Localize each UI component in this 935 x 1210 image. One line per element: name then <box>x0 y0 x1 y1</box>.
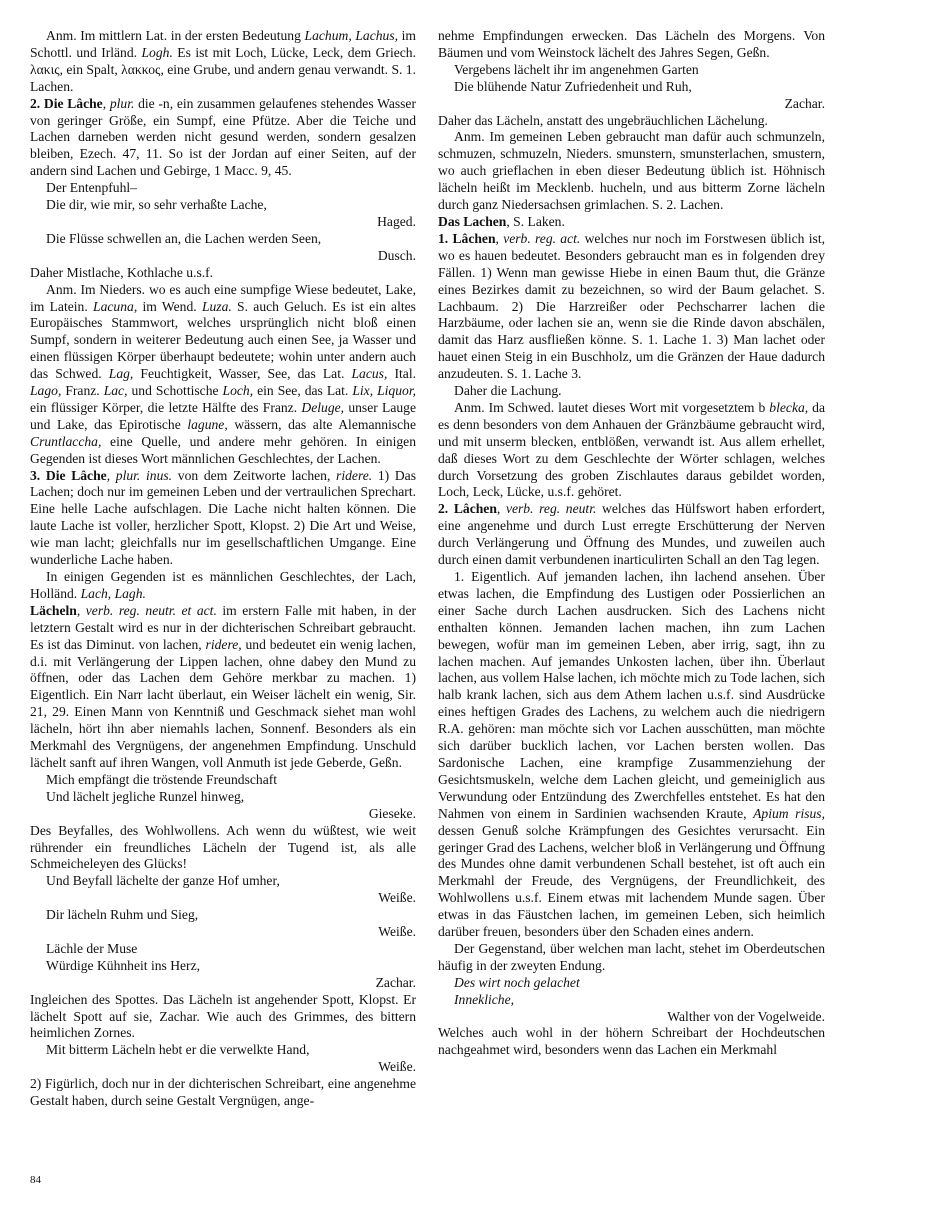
verse-line <box>30 231 416 248</box>
text-run: Walther von der Vogelweide. <box>667 1008 825 1024</box>
italic-text: Lag, <box>108 366 134 382</box>
text-run: Anm. Im mittlern Lat. in der ersten Bedeutung <box>46 28 305 43</box>
text-run: im Schottl. und Irländ. <box>30 28 416 60</box>
entry-paragraph <box>438 383 825 400</box>
verse-line <box>30 772 416 789</box>
italic-text: Luza. <box>201 298 232 314</box>
text-run: wässern, das alte Alemannische <box>227 416 416 432</box>
verse-line <box>438 975 825 992</box>
text-run: Ital. <box>387 366 416 382</box>
citation-source <box>30 924 416 941</box>
citation-source <box>30 806 416 823</box>
italic-text: Cruntlaccha, <box>30 433 102 449</box>
italic-text: Apium risus, <box>753 805 825 821</box>
text-run: Anm. Im gemeinen Leben gebraucht man dafür auch schmunzeln, schmuzen, schmuzeln, Nieders. smunstern, smunsterlachen, smustern, wo auch grieflachen in eben dieser Bedeutung üblich ist. Höhnisch lächeln heißt im Mecklenb. hucheln, und aus bitterm Zorne lächeln durch ganz Niedersachsen grimlachen. S. 2. Lachen. <box>438 129 825 213</box>
headword: 2. Lâchen <box>438 501 497 517</box>
text-run: S. auch Geluch. Es ist ein altes Europäisches Stammwort, welches ursprünglich nicht bloß einen Sumpf, sondern in weiterer Bedeutung auch einen See, ja Wasser und einen flüssigen Körper überhaupt bedeutete; wohin unter andern auch das Schwed. <box>30 298 416 382</box>
text-run: unser Lauge und Lake, das Epirotische <box>30 399 416 432</box>
text-run: die -n, ein zusammen gelaufenes stehendes Wasser von geringer Größe, ein Sumpf, eine Pfütze. Aber die Teiche und Lachen darneben werden nicht gesund werden, sondern gesalzen bleiben, Ezech. 47, 11. So ist der Jordan auf einer Seiten, auf der andern sind Lachen und Gebirge, 1 Macc. 9, 45. <box>30 95 416 179</box>
text-run: Würdige Kühnheit ins Herz, <box>46 957 201 973</box>
text-run: Anm. Im Schwed. lautet dieses Wort mit vorgesetztem b <box>454 399 770 415</box>
citation-source <box>30 248 416 265</box>
citation-source <box>30 890 416 907</box>
italic-text: Lix, Liquor, <box>352 383 416 399</box>
text-run: Daher die Lachung. <box>454 383 562 399</box>
verse-line <box>438 62 825 79</box>
text-run: welches das Hülfswort haben erfordert, eine angenehme und durch Lust erregte Erschütterung der Nerven durch Verlängerung und Öffnung des Mundes, und zuweilen auch durch einen damit verbundenen inarticulirten Schall an den Tag legen. <box>438 501 826 568</box>
entry-paragraph <box>438 569 825 941</box>
text-run: Des Beyfalles, des Wohlwollens. Ach wenn du wüßtest, wie weit rührender ein freundliches Lächeln der Tugend ist, als alle Schmeicheleyen des Glücks! <box>30 822 416 872</box>
entry-paragraph <box>30 282 416 468</box>
text-run: Anm. Im Nieders. wo es auch eine sumpfige Wiese bedeutet, Lake, im Latein. <box>30 281 416 314</box>
entry-paragraph <box>438 400 825 501</box>
citation-source <box>438 1009 825 1026</box>
entry-paragraph <box>30 992 416 1043</box>
verse-line <box>30 1042 416 1059</box>
headword: 2. Die Lâche <box>30 95 103 111</box>
text-run: im erstern Falle mit haben, in der letztern Gestalt wird es nur in der dichterischen Schreibart gebraucht. Es ist das Diminut. von lachen, <box>30 602 416 652</box>
verse-line <box>30 907 416 924</box>
headword: Das Lachen <box>438 213 507 229</box>
verse-line <box>30 941 416 958</box>
entry-paragraph <box>438 28 825 62</box>
text-run: Der Entenpfuhl– <box>46 180 137 196</box>
text-run: Feuchtigkeit, Wasser, See, das Lat. <box>133 366 352 382</box>
text-run: Daher Mistlache, Kothlache u.s.f. <box>30 264 214 280</box>
text-run: In einigen Gegenden ist es männlichen Geschlechtes, der Lach, Holländ. <box>30 569 416 601</box>
text-run: , <box>495 230 504 246</box>
text-run: Ingleichen des Spottes. Das Lächeln ist angehender Spott, Klopst. Er lächelt Spott auf sie, Zachar. Wie auch des Grimmes, des bittern heimlichen Zornes. <box>30 991 416 1041</box>
italic-text: plur. <box>109 95 135 111</box>
left-column <box>30 28 416 1110</box>
entry-paragraph <box>30 28 416 96</box>
verse-line <box>30 197 416 214</box>
italic-text: Lacuna, <box>93 298 138 314</box>
text-run: Welches auch wohl in der höhern Schreibart der Hochdeutschen nachgeahmet wird, besonders wenn das Lachen ein Merkmahl <box>438 1025 825 1058</box>
text-run: , <box>102 95 110 111</box>
text-run: 1. Eigentlich. Auf jemanden lachen, ihn lachend ansehen. Über etwas lachen, die Empfindung des Lustigen oder Possierlichen an einer Sache durch Lachen ausdrucken. Sich des Lachens nicht enthalten können. Jemanden lachen machen, ihn zum Lachen bewegen, wofür man im gemeinen Leben, aber irrig, sagt, ihn zu lachen machen. Auf jemandes Unkosten lachen, über ihn. Überlaut lachen, aus vollem Halse lachen, ich möchte mich zu Tode lachen, sich halb krank lachen, sich aus dem Athem lachen u.s.f. sind Ausdrücke eines heftigen Grades des Lachens, zu welchem auch die niedrigern R.A. gehören: man möchte sich vor Lachen ausschütten, man möchte sich darüber bucklich lachen, vor Lachen bersten wollen. Das Sardonische Lachen, eine krampfige Zusammenziehung der Gesichtsmuskeln, welche dem Lachen gleicht, und gemeiniglich aus Verwundung oder Entzündung des Zwerchfelles entstehet. Es hat den Nahmen von einem in Sardinien wachsenden Kraute, <box>438 569 825 821</box>
text-run: Daher das Lächeln, anstatt des ungebräuchlichen Lächelung. <box>438 112 768 128</box>
text-run: Weiße. <box>378 890 416 906</box>
text-run: Die dir, wie mir, so sehr verhaßte Lache, <box>46 197 267 213</box>
italic-text: Des wirt noch gelachet <box>454 974 580 990</box>
headword: Lächeln <box>30 602 77 618</box>
entry-paragraph <box>30 468 416 569</box>
text-run: Und Beyfall lächelte der ganze Hof umher, <box>46 873 280 889</box>
text-run: , S. Laken. <box>506 213 565 229</box>
entry-paragraph <box>30 603 416 772</box>
verse-line <box>30 789 416 806</box>
entry-paragraph <box>30 96 416 181</box>
italic-text: Deluge, <box>301 399 345 415</box>
text-run: da es denn besonders von dem Anhauen der Gränzbäume gebraucht wird, und mit unserm blecken, entblößen, verwandt ist. Aus allem erhellet, daß dieses Wort zu dem Geschlechte der Wörter schlagen, welches durch Vorsetzung des groben Zischlautes daraus gebildet worden, Loch, Leck, Lücke, u.s.f. gehöret. <box>438 399 826 500</box>
text-run: eine Quelle, und andere mehr gehören. In einigen Gegenden ist dieses Wort männlichen Geschlechtes, der Lachen. <box>30 433 416 466</box>
verse-line <box>438 992 825 1009</box>
verse-line <box>30 180 416 197</box>
entry-paragraph <box>30 569 416 603</box>
italic-text: plur. inus. <box>115 467 173 483</box>
italic-text: ridere, <box>205 636 242 652</box>
citation-source <box>438 96 825 113</box>
citation-source <box>30 214 416 231</box>
entry-paragraph <box>30 823 416 874</box>
entry-paragraph <box>30 265 416 282</box>
text-run: , <box>106 467 116 483</box>
italic-text: Lach, Lagh. <box>80 585 146 601</box>
page-number: 84 <box>30 1174 41 1186</box>
italic-text: Lac, <box>103 383 128 399</box>
headword: 3. Die Lâche <box>30 467 107 483</box>
text-run: ein See, das Lat. <box>253 383 353 399</box>
text-run: im Wend. <box>137 298 202 314</box>
right-column <box>438 28 825 1059</box>
text-run: Vergebens lächelt ihr im angenehmen Garten <box>454 61 699 77</box>
text-run: , <box>496 501 506 517</box>
italic-text: Lacus, <box>351 366 388 382</box>
text-run: Dusch. <box>377 247 416 263</box>
italic-text: Lago, <box>30 383 62 399</box>
text-run: Der Gegenstand, über welchen man lacht, stehet im Oberdeutschen häufig in der zweyten Endung. <box>438 940 825 973</box>
text-run: Die Flüsse schwellen an, die Lachen werden Seen, <box>46 230 322 246</box>
text-run: nehme Empfindungen erwecken. Das Lächeln des Morgens. Von Bäumen und vom Weinstock lächelt des Jahres Segen, Geßn. <box>438 28 825 60</box>
italic-text: Lachum, Lachus, <box>304 28 399 43</box>
italic-text: blecka, <box>769 399 809 415</box>
text-run: Franz. <box>61 383 104 399</box>
italic-text: Innekliche, <box>454 991 515 1007</box>
entry-paragraph <box>438 501 825 569</box>
italic-text: ridere. <box>336 467 373 483</box>
italic-text: verb. reg. neutr. et act. <box>85 602 217 618</box>
text-run: 2) Figürlich, doch nur in der dichterischen Schreibart, eine angenehme Gestalt haben, durch seine Gestalt Vergnügen, ange- <box>30 1076 416 1109</box>
text-run: und bedeutet ein wenig lachen, d.i. mit Verlängerung der Lippen lachen, ohne dabey den Mund zu öffnen, oder das Lachen dem Gehöre merkbar zu machen. 1) Eigentlich. Ein Narr lacht überlaut, ein Weiser lächelt ein wenig, Sir. 21, 29. Einen Mann von Kenntniß und Geschmack siehet man wohl lächeln, hört ihn aber niemahls lachen, Sonnenf. Besonders als ein Merkmahl des Vergnügens, der angenehmen Empfindung. Unschuld lächelt sanft auf ihren Wangen, voll Anmuth ist jede Geberde, Geßn. <box>30 636 416 770</box>
verse-line <box>30 958 416 975</box>
entry-paragraph <box>438 129 825 214</box>
headword: 1. Lâchen <box>438 230 496 246</box>
italic-text: lagune, <box>187 416 228 432</box>
text-run: Und lächelt jegliche Runzel hinweg, <box>46 788 245 804</box>
text-run: Die blühende Natur Zufriedenheit und Ruh, <box>454 78 692 94</box>
verse-line <box>438 79 825 96</box>
text-run: dessen Genuß solche Krämpfungen des Gesichtes verursacht. Ein geringer Grad des Lachens, welcher bloß in Verlängerung und Öffnung des Mundes ohne damit verbundenen Schall bestehet, ist oft auch ein Merkmahl der Freude, des Vergnügens, der Freundlichkeit, des Wohlwollens u.s.f. Einem etwas mit lachendem Munde sagen. Über etwas in das Fäustchen lachen, im gemeinen Leben, sich heimlich darüber freuen, besonders über den Schaden eines andern. <box>438 822 825 940</box>
text-run: und Schottische <box>127 383 223 399</box>
citation-source <box>30 975 416 992</box>
entry-paragraph <box>438 113 825 130</box>
italic-text: verb. reg. act. <box>503 230 581 246</box>
entry-paragraph <box>438 941 825 975</box>
text-run: von dem Zeitworte lachen, <box>172 467 337 483</box>
italic-text: Loch, <box>222 383 254 399</box>
verse-line <box>30 873 416 890</box>
entry-paragraph <box>438 214 825 231</box>
text-run: , <box>76 602 86 618</box>
italic-text: Logh. <box>141 44 173 60</box>
text-run: Weiße. <box>378 924 416 940</box>
text-run: Weiße. <box>378 1059 416 1075</box>
text-run: Mich empfängt die tröstende Freundschaft <box>46 771 278 787</box>
text-run: welches nur noch im Forstwesen üblich ist, wo es hauen bedeutet. Besonders gebraucht man es in folgenden drey Fällen. 1) Wenn man gewisse Hiebe in einen Baum thut, die Gränze eines Bezirkes damit zu bezeichnen, so wird der Baum gelachet. S. Lachbaum. 2) Die Harzreißer oder Pechscharrer lachen die Harzbäume, oder lachen sie an, wenn sie die Rinde davon abschälen, damit das Harz ausfließen könne. S. 1. Lache 1. 3) Man lachet oder hauet einen Steig in ein Buschholz, um die Gränzen der Haue dadurch anzudeuten. S. 1. Lache 3. <box>438 230 825 382</box>
text-run: Es ist mit Loch, Lücke, Leck, dem Griech. λακις, ein Spalt, λακκος, eine Grube, und andern genau verwandt. S. 1. Lachen. <box>30 44 417 94</box>
text-run: Zachar. <box>784 95 825 111</box>
citation-source <box>30 1059 416 1076</box>
text-run: Haged. <box>377 213 416 229</box>
text-run: Lächle der Muse <box>46 940 138 956</box>
text-run: Dir lächeln Ruhm und Sieg, <box>46 907 199 923</box>
text-run: 1) Das Lachen; doch nur im gemeinen Leben und der vertraulichen Sprechart. Eine helle Lache aufschlagen. Die Lache nicht halten können. Die laute Lache ist voller, herzlicher Spott, Klopst. 2) Die Art und Weise, wie man lacht; gleichfalls nur im gesellschaftlichen Umgange. Eine wunderliche Lache haben. <box>30 467 417 568</box>
text-run: Mit bitterm Lächeln hebt er die verwelkte Hand, <box>46 1042 310 1058</box>
text-run: Gieseke. <box>368 805 416 821</box>
entry-paragraph <box>438 1025 825 1059</box>
italic-text: verb. reg. neutr. <box>505 501 597 517</box>
entry-paragraph <box>30 1076 416 1110</box>
text-run: ein flüssiger Körper, die letzte Hälfte des Franz. <box>30 399 302 415</box>
entry-paragraph <box>438 231 825 383</box>
text-run: Zachar. <box>375 974 416 990</box>
